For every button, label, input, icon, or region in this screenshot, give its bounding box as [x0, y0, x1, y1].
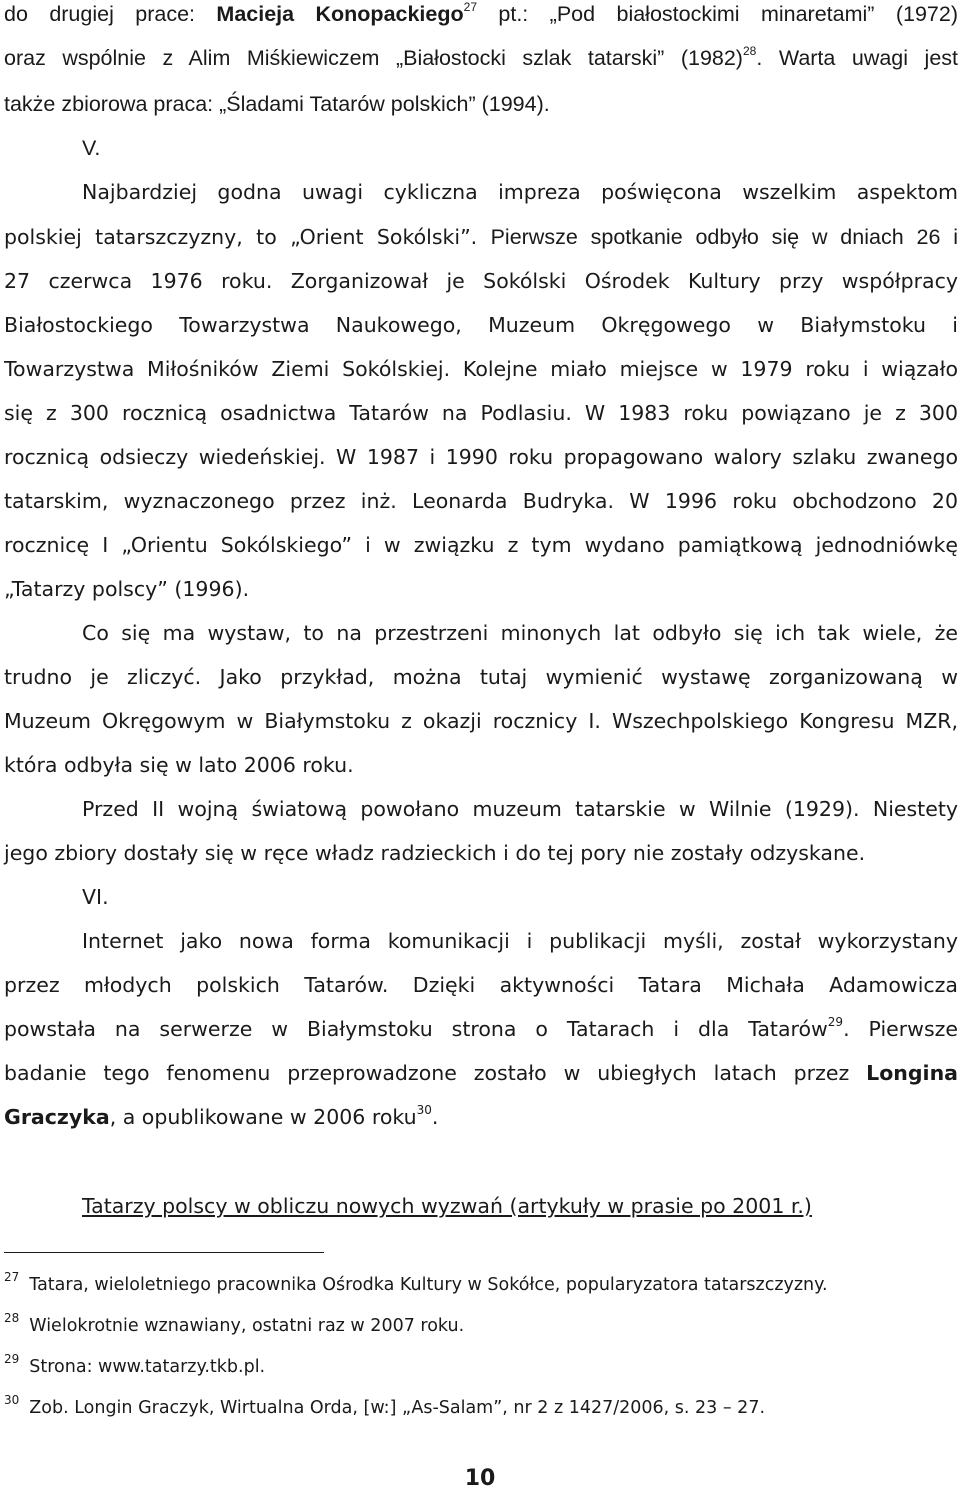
body-line-14: „Tatarzy polscy” (1996).	[4, 577, 250, 601]
body-line-6: polskiej tatarszczyzny, to „Orient Sokólski”. Pierwsze spotkanie odbyło się w dniach 26 i	[4, 225, 958, 249]
body-line-10: się z 300 rocznicą osadnictwa Tatarów na Podlasiu. W 1983 roku powiązano je z 300	[4, 401, 958, 425]
footnote-27: $^{27}$ Tatara, wieloletniego pracownika Ośrodka Kultury w Sokółce, popularyzatora tatarszczyzny.	[4, 1270, 828, 1295]
body-line-26: Graczyka, a opublikowane w 2006 roku$^{30}$.	[4, 1103, 439, 1129]
footnote-28: $^{28}$ Wielokrotnie wznawiany, ostatni raz w 2007 roku.	[4, 1311, 465, 1336]
footnote-29: $^{29}$ Strona: www.tatarzy.tkb.pl.	[4, 1352, 266, 1377]
section-number-v: V.	[82, 136, 101, 160]
body-line-7: 27 czerwca 1976 roku. Zorganizował je Sokólski Ośrodek Kultury przy współpracy	[4, 269, 958, 293]
body-line-20: jego zbiory dostały się w ręce władz radzieckich i do tej pory nie zostały odzyskane.	[4, 841, 866, 865]
body-line-1: do drugiej prace: Macieja Konopackiego$^{27}$ pt.: „Pod białostockimi minaretami” (1972)	[4, 0, 958, 26]
body-line-9: Towarzystwa Miłośników Ziemi Sokólskiej. Kolejne miało miejsce w 1979 roku i wiązało	[4, 357, 958, 381]
body-line-12: tatarskim, wyznaczonego przez inż. Leonarda Budryka. W 1996 roku obchodzono 20	[4, 489, 958, 513]
body-line-16: trudno je zliczyć. Jako przykład, można tutaj wymienić wystawę zorganizowaną w	[4, 665, 958, 689]
body-line-24: powstała na serwerze w Białymstoku strona o Tatarach i dla Tatarów$^{29}$. Pierwsze	[4, 1015, 958, 1041]
footnote-30: $^{30}$ Zob. Longin Graczyk, Wirtualna Orda, [w:] „As-Salam”, nr 2 z 1427/2006, s. 23 – 27.	[4, 1393, 766, 1418]
body-line-5: Najbardziej godna uwagi cykliczna impreza poświęcona wszelkim aspektom	[82, 180, 958, 204]
body-line-15: Co się ma wystaw, to na przestrzeni minonych lat odbyło się ich tak wiele, że	[82, 621, 958, 645]
body-line-19: Przed II wojną światową powołano muzeum tatarskie w Wilnie (1929). Niestety	[82, 797, 958, 821]
body-line-3: także zbiorowa praca: „Śladami Tatarów polskich” (1994).	[4, 92, 550, 116]
section-number-vi: VI.	[82, 885, 109, 909]
body-line-8: Białostockiego Towarzystwa Naukowego, Muzeum Okręgowego w Białymstoku i	[4, 313, 958, 337]
body-line-25: badanie tego fenomenu przeprowadzone zostało w ubiegłych latach przez Longina	[4, 1061, 958, 1085]
body-line-11: rocznicą odsieczy wiedeńskiej. W 1987 i 1990 roku propagowano walory szlaku zwanego	[4, 445, 958, 469]
body-line-13: rocznicę I „Orientu Sokólskiego” i w związku z tym wydano pamiątkową jednodniówkę	[4, 533, 958, 557]
body-line-18: która odbyła się w lato 2006 roku.	[4, 753, 354, 777]
page-number: 10	[464, 1466, 496, 1491]
body-line-17: Muzeum Okręgowym w Białymstoku z okazji rocznicy I. Wszechpolskiego Kongresu MZR,	[4, 709, 958, 733]
body-line-2: oraz wspólnie z Alim Miśkiewiczem „Białostocki szlak tatarski” $(1982)^{28}$. Warta uwagi jest	[4, 44, 958, 70]
body-line-23: przez młodych polskich Tatarów. Dzięki aktywności Tatara Michała Adamowicza	[4, 973, 958, 997]
footnote-separator	[4, 1252, 324, 1253]
section-heading: Tatarzy polscy w obliczu nowych wyzwań (artykuły w prasie po 2001 r.)	[82, 1194, 812, 1218]
body-line-22: Internet jako nowa forma komunikacji i publikacji myśli, został wykorzystany	[82, 929, 958, 953]
